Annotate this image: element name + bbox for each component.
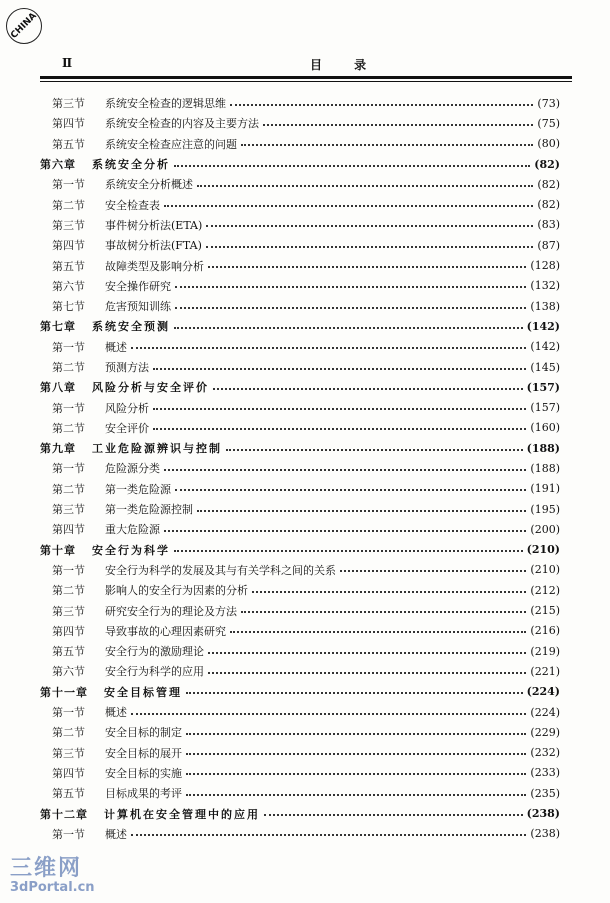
toc-section-entry[interactable]: [40, 479, 560, 499]
toc-entry-page: (221): [530, 664, 560, 678]
toc-entry-page: (233): [530, 766, 560, 780]
toc-entry-page: (188): [530, 461, 560, 475]
toc-entry-number: 第三节: [52, 218, 85, 232]
toc-entry-page: (229): [530, 725, 560, 739]
toc-entry-number: 第四节: [52, 624, 85, 638]
toc-section-entry[interactable]: [40, 661, 560, 681]
toc-section-entry[interactable]: [40, 499, 560, 519]
toc-entry-number: 第四节: [52, 523, 85, 537]
toc-section-entry[interactable]: [40, 134, 560, 154]
toc-entry-title: 安全评价: [105, 421, 149, 435]
toc-entry-page: (224): [526, 685, 560, 699]
toc-section-entry[interactable]: [40, 113, 560, 133]
toc-entry-page: (80): [537, 137, 560, 151]
toc-entry-page: (157): [530, 401, 560, 415]
china-stamp: [0, 1, 49, 52]
toc-entry-title: 危险源分类: [105, 462, 160, 476]
toc-leader-dots: [340, 570, 526, 572]
toc-entry-number: 第一节: [52, 340, 85, 354]
toc-entry-title: 系统安全检查应注意的问题: [105, 137, 237, 151]
toc-leader-dots: [186, 733, 526, 735]
toc-entry-page: (200): [530, 522, 560, 536]
toc-leader-dots: [164, 469, 526, 471]
toc-section-entry[interactable]: [40, 174, 560, 194]
toc-chapter-entry[interactable]: [40, 803, 560, 823]
toc-leader-dots: [230, 631, 526, 633]
toc-entry-page: (191): [530, 482, 560, 496]
toc-entry-number: 第七节: [52, 300, 85, 314]
toc-entry-number: 第六节: [52, 665, 85, 679]
toc-entry-number: 第三节: [52, 503, 85, 517]
toc-section-entry[interactable]: [40, 93, 560, 113]
toc-entry-page: (224): [530, 705, 560, 719]
toc-entry-title: 计算机在安全管理中的应用: [104, 807, 260, 821]
toc-leader-dots: [164, 530, 526, 532]
toc-entry-title: 工业危险源辨识与控制: [92, 442, 222, 456]
toc-entry-number: 第十二章: [40, 807, 88, 821]
toc-entry-page: (215): [530, 604, 560, 618]
toc-entry-number: 第二节: [52, 421, 85, 435]
toc-entry-title: 概述: [105, 706, 127, 720]
toc-entry-title: 风险分析: [105, 401, 149, 415]
toc-leader-dots: [213, 388, 523, 390]
toc-entry-number: 第四节: [52, 117, 85, 131]
page-title: 目 录: [310, 58, 381, 72]
toc-entry-page: (142): [530, 340, 560, 354]
toc-chapter-entry[interactable]: [40, 154, 560, 174]
toc-entry-page: (232): [530, 746, 560, 760]
toc-entry-title: 安全目标的实施: [105, 766, 182, 780]
toc-section-entry[interactable]: [40, 702, 560, 722]
site-watermark: [10, 858, 95, 895]
toc-entry-title: 影响人的安全行为因素的分析: [105, 584, 248, 598]
toc-section-entry[interactable]: [40, 783, 560, 803]
toc-entry-number: 第六节: [52, 279, 85, 293]
toc-section-entry[interactable]: [40, 215, 560, 235]
toc-entry-number: 第一节: [52, 706, 85, 720]
toc-chapter-entry[interactable]: [40, 316, 560, 336]
toc-leader-dots: [131, 713, 526, 715]
toc-entry-number: 第一节: [52, 178, 85, 192]
toc-leader-dots: [174, 327, 523, 329]
toc-leader-dots: [206, 225, 533, 227]
toc-entry-number: 第五节: [52, 259, 85, 273]
toc-leader-dots: [241, 144, 533, 146]
toc-section-entry[interactable]: [40, 743, 560, 763]
toc-section-entry[interactable]: [40, 194, 560, 214]
toc-entry-page: (238): [526, 807, 560, 821]
toc-entry-title: 风险分析与安全评价: [92, 381, 209, 395]
toc-section-entry[interactable]: [40, 722, 560, 742]
toc-entry-page: (75): [537, 116, 560, 130]
toc-entry-title: 第一类危险源: [105, 482, 171, 496]
toc-section-entry[interactable]: [40, 600, 560, 620]
toc-section-entry[interactable]: [40, 337, 560, 357]
toc-leader-dots: [186, 753, 526, 755]
toc-leader-dots: [153, 428, 526, 430]
toc-entry-page: (83): [537, 218, 560, 232]
toc-leader-dots: [264, 814, 523, 816]
toc-chapter-entry[interactable]: [40, 377, 560, 397]
toc-entry-number: 第二节: [52, 482, 85, 496]
toc-leader-dots: [186, 794, 526, 796]
toc-section-entry[interactable]: [40, 763, 560, 783]
toc-entry-page: (235): [530, 786, 560, 800]
toc-entry-number: 第九章: [40, 442, 76, 456]
toc-entry-page: (145): [530, 360, 560, 374]
toc-leader-dots: [175, 286, 526, 288]
toc-entry-number: 第二节: [52, 198, 85, 212]
header-rule-thick: [40, 76, 572, 79]
toc-entry-title: 安全行为科学: [92, 543, 170, 557]
toc-entry-title: 重大危险源: [105, 523, 160, 537]
toc-entry-title: 安全目标管理: [104, 685, 182, 699]
toc-chapter-entry[interactable]: [40, 438, 560, 458]
toc-leader-dots: [153, 408, 526, 410]
toc-entry-page: (195): [530, 502, 560, 516]
toc-leader-dots: [131, 834, 526, 836]
toc-leader-dots: [208, 672, 526, 674]
toc-entry-page: (219): [530, 644, 560, 658]
toc-entry-number: 第二节: [52, 584, 85, 598]
toc-entry-number: 第五节: [52, 787, 85, 801]
toc-section-entry[interactable]: [40, 641, 560, 661]
toc-entry-title: 目标成果的考评: [105, 787, 182, 801]
toc-entry-title: 安全行为科学的发展及其与有关学科之间的关系: [105, 563, 336, 577]
toc-entry-number: 第三节: [52, 746, 85, 760]
toc-leader-dots: [164, 205, 533, 207]
page-header: [40, 56, 572, 72]
toc-entry-title: 系统安全分析: [92, 158, 170, 172]
toc-leader-dots: [197, 185, 533, 187]
toc-entry-page: (82): [537, 177, 560, 191]
toc-section-entry[interactable]: [40, 580, 560, 600]
toc-entry-page: (212): [530, 583, 560, 597]
toc-leader-dots: [175, 489, 526, 491]
toc-entry-page: (128): [530, 259, 560, 273]
toc-entry-page: (238): [530, 827, 560, 841]
toc-entry-number: 第七章: [40, 320, 76, 334]
toc-entry-number: 第一节: [52, 827, 85, 841]
toc-entry-number: 第一节: [52, 462, 85, 476]
toc-leader-dots: [174, 165, 530, 167]
page-number: Ⅱ: [62, 56, 73, 70]
toc-entry-title: 第一类危险源控制: [105, 503, 193, 517]
toc-entry-number: 第四节: [52, 239, 85, 253]
toc-entry-title: 安全行为的激励理论: [105, 645, 204, 659]
toc-leader-dots: [174, 550, 523, 552]
toc-entry-number: 第五节: [52, 645, 85, 659]
toc-leader-dots: [208, 266, 526, 268]
toc-entry-title: 概述: [105, 340, 127, 354]
stamp-text: CHINA: [9, 11, 39, 41]
toc-entry-number: 第五节: [52, 137, 85, 151]
toc-entry-number: 第十一章: [40, 685, 88, 699]
toc-entry-title: 安全目标的展开: [105, 746, 182, 760]
toc-chapter-entry[interactable]: [40, 682, 560, 702]
toc-entry-page: (216): [530, 624, 560, 638]
toc-section-entry[interactable]: [40, 519, 560, 539]
toc-entry-title: 研究安全行为的理论及方法: [105, 604, 237, 618]
toc-entry-number: 第八章: [40, 381, 76, 395]
toc-entry-number: 第一节: [52, 563, 85, 577]
toc-leader-dots: [241, 611, 526, 613]
toc-entry-number: 第二节: [52, 726, 85, 740]
toc-entry-number: 第二节: [52, 361, 85, 374]
header-rule-thin: [40, 81, 572, 82]
toc-entry-page: (157): [526, 380, 560, 394]
toc-entry-page: (210): [526, 543, 560, 557]
toc-entry-number: 第四节: [52, 766, 85, 780]
toc-leader-dots: [206, 246, 534, 248]
toc-entry-title: 危害预知训练: [105, 300, 171, 314]
toc-entry-page: (82): [537, 198, 560, 212]
toc-leader-dots: [197, 510, 526, 512]
toc-entry-title: 安全行为科学的应用: [105, 665, 204, 679]
toc-entry-number: 第三节: [52, 97, 85, 111]
toc-entry-number: 第十章: [40, 543, 76, 557]
toc-entry-page: (142): [526, 319, 560, 333]
toc-section-entry[interactable]: [40, 296, 560, 316]
toc-section-entry[interactable]: [40, 397, 560, 417]
toc-entry-page: (73): [537, 96, 560, 110]
toc-entry-title: 系统安全检查的逻辑思维: [105, 97, 226, 111]
watermark-site: 3dPortal.cn: [10, 880, 95, 895]
toc-leader-dots: [175, 307, 526, 309]
toc-leader-dots: [131, 347, 526, 349]
toc-leader-dots: [230, 104, 533, 106]
toc-leader-dots: [263, 124, 533, 126]
toc-entry-number: 第三节: [52, 604, 85, 618]
toc-leader-dots: [226, 449, 523, 451]
toc-entry-title: 安全检查表: [105, 198, 160, 212]
toc-entry-title: 系统安全检查的内容及主要方法: [105, 117, 259, 131]
toc-entry-page: (188): [526, 441, 560, 455]
toc-entry-number: 第六章: [40, 158, 76, 172]
toc-leader-dots: [186, 692, 523, 694]
toc-section-entry[interactable]: [40, 235, 560, 255]
toc-leader-dots: [153, 368, 526, 370]
toc-entry-page: (87): [537, 238, 560, 252]
toc-entry-page: (132): [530, 279, 560, 293]
toc-entry-title: 安全目标的制定: [105, 726, 182, 740]
table-of-contents: [40, 93, 560, 844]
watermark-logo: 三维网: [10, 856, 83, 881]
toc-entry-title: 概述: [105, 827, 127, 841]
toc-entry-title: 系统安全分析概述: [105, 178, 193, 192]
toc-entry-number: 第一节: [52, 401, 85, 415]
toc-leader-dots: [208, 652, 526, 654]
toc-section-entry[interactable]: [40, 458, 560, 478]
toc-section-entry[interactable]: [40, 418, 560, 438]
toc-section-entry[interactable]: [40, 357, 560, 377]
toc-entry-page: (82): [534, 157, 560, 171]
toc-entry-title: 安全操作研究: [105, 279, 171, 293]
toc-entry-title: 事故树分析法(FTA): [105, 239, 202, 253]
toc-leader-dots: [252, 591, 526, 593]
toc-entry-page: (160): [530, 421, 560, 435]
toc-section-entry[interactable]: [40, 255, 560, 275]
toc-entry-page: (138): [530, 299, 560, 313]
toc-section-entry[interactable]: [40, 560, 560, 580]
toc-chapter-entry[interactable]: [40, 540, 560, 560]
toc-entry-title: 预测方法: [105, 361, 149, 374]
toc-leader-dots: [186, 773, 526, 775]
toc-entry-title: 故障类型及影响分析: [105, 259, 204, 273]
toc-entry-title: 导致事故的心理因素研究: [105, 624, 226, 638]
toc-section-entry[interactable]: [40, 621, 560, 641]
toc-entry-page: (210): [530, 563, 560, 577]
toc-section-entry[interactable]: [40, 276, 560, 296]
toc-section-entry[interactable]: [40, 824, 560, 844]
toc-entry-title: 事件树分析法(ETA): [105, 218, 203, 232]
toc-entry-title: 系统安全预测: [92, 320, 170, 334]
